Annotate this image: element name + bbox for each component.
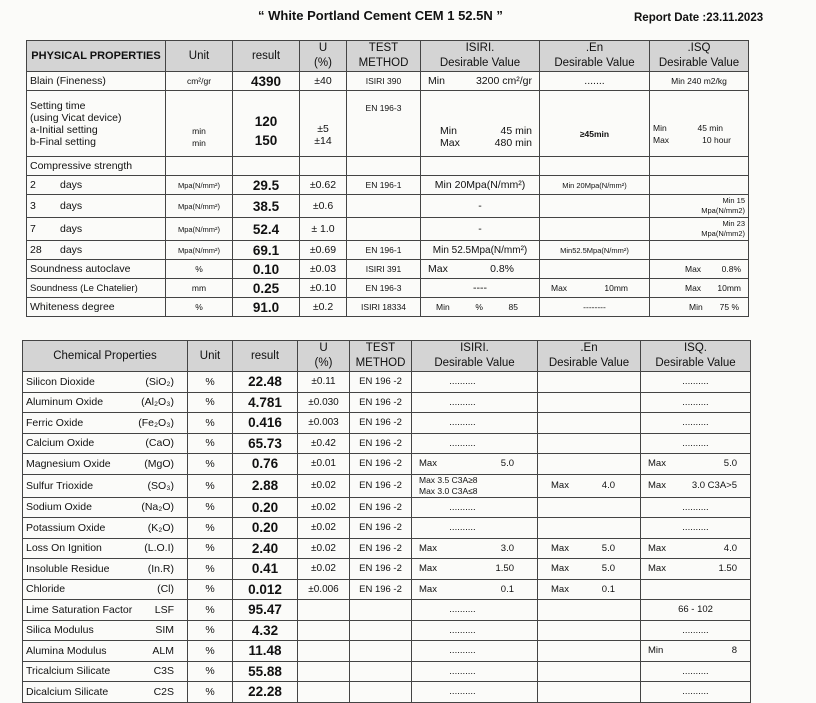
chemical-rows (23, 372, 751, 703)
method-cell: EN 196 -2 (350, 538, 412, 559)
property-name: Chloride (Cl) (23, 579, 188, 600)
iso-cell: Min 240 m2/kg (650, 72, 749, 91)
iso-cell: Max 10mm (650, 279, 749, 298)
unit-cell: % (188, 559, 233, 580)
en-cell: Max 0.1 (538, 579, 641, 600)
isiri-cell: .......... (412, 392, 538, 413)
method-cell: EN 196 -2 (350, 413, 412, 434)
result-cell: 22.28 (233, 682, 298, 703)
result-cell: 29.5 (233, 176, 300, 195)
uncertainty-cell: ±0.69 (300, 241, 347, 260)
en-cell: Max 4.0 (538, 474, 641, 497)
uncertainty-cell: ±0.10 (300, 279, 347, 298)
method-cell: EN 196 -2 (350, 497, 412, 518)
method-cell: EN 196 -2 (350, 454, 412, 475)
property-name: Alumina Modulus ALM (23, 641, 188, 662)
isiri-cell: .......... (412, 518, 538, 539)
en-cell (538, 413, 641, 434)
iso-cell: .......... (641, 661, 751, 682)
property-name: Tricalcium Silicate C3S (23, 661, 188, 682)
result-cell: 0.76 (233, 454, 298, 475)
chemical-formula: (Al₂O₃) (141, 396, 174, 409)
iso-cell: .......... (641, 682, 751, 703)
table-row (23, 620, 751, 641)
en-cell (538, 600, 641, 621)
table-row (23, 413, 751, 434)
table-row (23, 433, 751, 454)
table-row (27, 298, 749, 317)
method-cell (350, 600, 412, 621)
method-cell: EN 196-3 (347, 91, 421, 157)
col-header-en: .En Desirable Value (538, 341, 641, 372)
table-row (23, 538, 751, 559)
en-cell (538, 372, 641, 393)
method-cell: EN 196 -2 (350, 559, 412, 580)
method-cell (350, 620, 412, 641)
iso-cell (641, 579, 751, 600)
result-cell: 4.32 (233, 620, 298, 641)
col-header-unit: Unit (188, 341, 233, 372)
table-row (23, 372, 751, 393)
method-cell: EN 196-3 (347, 279, 421, 298)
isiri-cell: Min 52.5Mpa(N/mm²) (421, 241, 540, 260)
result-cell: 4.781 (233, 392, 298, 413)
unit-cell: % (188, 600, 233, 621)
chemical-formula: (SiO₂) (145, 375, 174, 388)
method-cell (347, 195, 421, 218)
chemical-formula: (CaO) (145, 437, 174, 450)
unit-cell: % (188, 474, 233, 497)
uncertainty-cell: ±0.01 (298, 454, 350, 475)
en-cell: Max 5.0 (538, 559, 641, 580)
iso-cell: Min 75 % (650, 298, 749, 317)
chemical-formula: (Na₂O) (141, 501, 174, 514)
report-date: Report Date :23.11.2023 (634, 12, 764, 24)
isiri-cell: .......... (412, 600, 538, 621)
method-cell (347, 218, 421, 241)
table-row (27, 176, 749, 195)
table-row (27, 91, 749, 157)
method-cell: EN 196 -2 (350, 392, 412, 413)
table-row (23, 454, 751, 475)
table-row (27, 72, 749, 91)
isiri-cell: .......... (412, 497, 538, 518)
col-header-test-method: TEST METHOD (347, 41, 421, 72)
en-cell: ....... (540, 72, 650, 91)
physical-properties-table (26, 40, 749, 317)
table-row (23, 682, 751, 703)
en-cell: Min 20Mpa(N/mm²) (540, 176, 650, 195)
method-cell (350, 682, 412, 703)
method-cell: EN 196-1 (347, 241, 421, 260)
property-name: Silica Modulus SIM (23, 620, 188, 641)
iso-cell: Max 1.50 (641, 559, 751, 580)
table-row (27, 241, 749, 260)
uncertainty-cell: ± 1.0 (300, 218, 347, 241)
iso-cell: .......... (641, 413, 751, 434)
uncertainty-cell: ±0.02 (298, 559, 350, 580)
property-name: Ferric Oxide (Fe₂O₃) (23, 413, 188, 434)
uncertainty-cell: ±0.03 (300, 260, 347, 279)
table-row (23, 579, 751, 600)
unit-cell: % (188, 454, 233, 475)
uncertainty-cell: ±5 ±14 (300, 91, 347, 157)
iso-cell: .......... (641, 372, 751, 393)
uncertainty-cell: ±0.6 (300, 195, 347, 218)
unit-cell: % (166, 298, 233, 317)
isiri-cell: .......... (412, 620, 538, 641)
unit-cell: % (188, 620, 233, 641)
property-name: Blain (Fineness) (27, 72, 166, 91)
unit-cell: % (188, 579, 233, 600)
iso-cell: Max 0.8% (650, 260, 749, 279)
iso-cell: Max 5.0 (641, 454, 751, 475)
unit-cell: Mpa(N/mm²) (166, 218, 233, 241)
iso-cell: .......... (641, 518, 751, 539)
uncertainty-cell (298, 620, 350, 641)
chemical-formula: C3S (153, 665, 174, 678)
property-name: Sulfur Trioxide (SO₃) (23, 474, 188, 497)
method-cell: EN 196 -2 (350, 372, 412, 393)
isiri-cell: .......... (412, 433, 538, 454)
result-cell: 0.416 (233, 413, 298, 434)
result-cell: 69.1 (233, 241, 300, 260)
iso-cell: 66 - 102 (641, 600, 751, 621)
iso-cell: Max 4.0 (641, 538, 751, 559)
col-header-unit: Unit (166, 41, 233, 72)
en-cell (540, 260, 650, 279)
en-cell (538, 682, 641, 703)
method-cell: EN 196 -2 (350, 518, 412, 539)
uncertainty-cell: ±0.003 (298, 413, 350, 434)
method-cell: EN 196 -2 (350, 433, 412, 454)
en-cell: Min52.5Mpa(N/mm²) (540, 241, 650, 260)
isiri-cell: Max 5.0 (412, 454, 538, 475)
chemical-properties-table (22, 340, 751, 703)
iso-cell: .......... (641, 433, 751, 454)
result-cell: 55.88 (233, 661, 298, 682)
property-name: Dicalcium Silicate C2S (23, 682, 188, 703)
method-cell: EN 196 -2 (350, 474, 412, 497)
iso-cell: .......... (641, 392, 751, 413)
result-cell: 0.012 (233, 579, 298, 600)
uncertainty-cell: ±0.62 (300, 176, 347, 195)
iso-cell: .......... (641, 620, 751, 641)
result-cell: 52.4 (233, 218, 300, 241)
result-cell: 0.20 (233, 497, 298, 518)
uncertainty-cell: ±0.42 (298, 433, 350, 454)
en-cell (538, 661, 641, 682)
en-cell: Max 10mm (540, 279, 650, 298)
en-cell (540, 218, 650, 241)
table-row (27, 218, 749, 241)
table-row (23, 600, 751, 621)
result-cell: 0.41 (233, 559, 298, 580)
method-cell (350, 641, 412, 662)
uncertainty-cell: ±0.02 (298, 538, 350, 559)
unit-cell: Mpa(N/mm²) (166, 195, 233, 218)
isiri-cell: Min 45 min Max 480 min (421, 91, 540, 157)
en-cell: ≥45min (540, 91, 650, 157)
uncertainty-cell: ±0.02 (298, 497, 350, 518)
result-cell: 0.20 (233, 518, 298, 539)
property-name: Aluminum Oxide (Al₂O₃) (23, 392, 188, 413)
unit-cell: % (188, 538, 233, 559)
uncertainty-cell (298, 600, 350, 621)
isiri-cell: - (421, 218, 540, 241)
iso-cell: .......... (641, 497, 751, 518)
table-row (23, 392, 751, 413)
isiri-cell: Max 0.1 (412, 579, 538, 600)
property-name: 2 days (27, 176, 166, 195)
table-row (23, 497, 751, 518)
table-header-row (27, 41, 749, 72)
en-cell (540, 195, 650, 218)
col-header-u: U (%) (298, 341, 350, 372)
unit-cell: cm²/gr (166, 72, 233, 91)
uncertainty-cell: ±0.11 (298, 372, 350, 393)
result-cell: 0.10 (233, 260, 300, 279)
uncertainty-cell: ±40 (300, 72, 347, 91)
iso-cell: Max 3.0 C3A>5 (641, 474, 751, 497)
result-cell: 0.25 (233, 279, 300, 298)
result-cell: 38.5 (233, 195, 300, 218)
chemical-formula: (In.R) (147, 562, 174, 575)
uncertainty-cell (298, 641, 350, 662)
isiri-cell: ---- (421, 279, 540, 298)
method-cell: ISIRI 391 (347, 260, 421, 279)
property-name: Potassium Oxide (K₂O) (23, 518, 188, 539)
unit-cell: % (188, 433, 233, 454)
en-cell: Max 5.0 (538, 538, 641, 559)
chemical-formula: (K₂O) (147, 521, 174, 534)
property-name: Magnesium Oxide (MgO) (23, 454, 188, 475)
table-row (23, 559, 751, 580)
property-name: Compressive strength (27, 157, 166, 176)
property-name: Insoluble Residue (In.R) (23, 559, 188, 580)
uncertainty-cell: ±0.006 (298, 579, 350, 600)
col-header-isiri: ISIRI. Desirable Value (421, 41, 540, 72)
property-name: Calcium Oxide (CaO) (23, 433, 188, 454)
table-row (23, 474, 751, 497)
iso-cell: Min 23 Mpa(N/mm2) (650, 218, 749, 241)
col-header-iso: .ISQ Desirable Value (650, 41, 749, 72)
unit-cell: Mpa(N/mm²) (166, 176, 233, 195)
unit-cell: % (188, 641, 233, 662)
uncertainty-cell: ±0.030 (298, 392, 350, 413)
col-header-property: PHYSICAL PROPERTIES (27, 41, 166, 72)
chemical-formula: C2S (153, 685, 174, 698)
en-cell: -------- (540, 298, 650, 317)
unit-cell: % (188, 497, 233, 518)
table-row (27, 279, 749, 298)
table-header-row (23, 341, 751, 372)
isiri-cell: .......... (412, 682, 538, 703)
method-cell (350, 661, 412, 682)
col-header-iso: ISQ. Desirable Value (641, 341, 751, 372)
en-cell (538, 518, 641, 539)
chemical-formula: (Cl) (157, 583, 174, 596)
unit-cell: % (166, 260, 233, 279)
document-title: “ White Portland Cement CEM 1 52.5N ” (258, 8, 503, 23)
en-cell (538, 620, 641, 641)
en-cell (538, 433, 641, 454)
uncertainty-cell: ±0.02 (298, 518, 350, 539)
isiri-cell: .......... (412, 641, 538, 662)
col-header-en: .En Desirable Value (540, 41, 650, 72)
chemical-formula: (Fe₂O₃) (138, 416, 174, 429)
chemical-formula: ALM (152, 644, 174, 657)
col-header-test-method: TEST METHOD (350, 341, 412, 372)
table-row (27, 260, 749, 279)
col-header-property: Chemical Properties (23, 341, 188, 372)
unit-cell: % (188, 392, 233, 413)
chemical-formula: (MgO) (144, 457, 174, 470)
property-name: Whiteness degree (27, 298, 166, 317)
result-cell: 65.73 (233, 433, 298, 454)
result-cell: 91.0 (233, 298, 300, 317)
uncertainty-cell (298, 661, 350, 682)
result-cell: 2.88 (233, 474, 298, 497)
isiri-cell: Min 20Mpa(N/mm²) (421, 176, 540, 195)
uncertainty-cell (298, 682, 350, 703)
iso-cell (650, 241, 749, 260)
isiri-cell: Min % 85 (421, 298, 540, 317)
isiri-cell: Max 3.5 C3A≥8 Max 3.0 C3A≤8 (412, 474, 538, 497)
isiri-cell: Max 1.50 (412, 559, 538, 580)
property-name: Soundness (Le Chatelier) (27, 279, 166, 298)
property-name: Sodium Oxide (Na₂O) (23, 497, 188, 518)
table-row (27, 157, 749, 176)
property-name: 7 days (27, 218, 166, 241)
iso-cell: Min 15 Mpa(N/mm2) (650, 195, 749, 218)
uncertainty-cell: ±0.02 (298, 474, 350, 497)
uncertainty-cell: ±0.2 (300, 298, 347, 317)
isiri-cell: .......... (412, 413, 538, 434)
property-name: Silicon Dioxide (SiO₂) (23, 372, 188, 393)
unit-cell: % (188, 661, 233, 682)
isiri-cell: Max 0.8% (421, 260, 540, 279)
unit-cell: % (188, 682, 233, 703)
unit-cell: % (188, 413, 233, 434)
result-cell: 120 150 (233, 91, 300, 157)
table-row (23, 641, 751, 662)
isiri-cell: Min 3200 cm²/gr (421, 72, 540, 91)
method-cell: ISIRI 18334 (347, 298, 421, 317)
chemical-formula: LSF (154, 603, 174, 616)
iso-cell (650, 176, 749, 195)
iso-cell: Min 8 (641, 641, 751, 662)
unit-cell: mm (166, 279, 233, 298)
col-header-u: U (%) (300, 41, 347, 72)
method-cell: ISIRI 390 (347, 72, 421, 91)
property-name: Soundness autoclave (27, 260, 166, 279)
unit-cell: Mpa(N/mm²) (166, 241, 233, 260)
chemical-formula: (SO₃) (147, 479, 174, 492)
en-cell (538, 641, 641, 662)
en-cell (538, 392, 641, 413)
unit-cell: % (188, 372, 233, 393)
isiri-cell: Max 3.0 (412, 538, 538, 559)
en-cell (538, 497, 641, 518)
iso-cell: Min 45 min Max 10 hour (650, 91, 749, 157)
isiri-cell: - (421, 195, 540, 218)
unit-cell: % (188, 518, 233, 539)
property-name: 28 days (27, 241, 166, 260)
property-name: Loss On Ignition (L.O.I) (23, 538, 188, 559)
col-header-isiri: ISIRI. Desirable Value (412, 341, 538, 372)
col-header-result: result (233, 41, 300, 72)
en-cell (538, 454, 641, 475)
isiri-cell: .......... (412, 372, 538, 393)
unit-cell: min min (166, 91, 233, 157)
table-row (23, 518, 751, 539)
chemical-formula: (L.O.I) (144, 542, 174, 555)
result-cell: 11.48 (233, 641, 298, 662)
result-cell: 2.40 (233, 538, 298, 559)
method-cell: EN 196-1 (347, 176, 421, 195)
result-cell: 4390 (233, 72, 300, 91)
table-row (23, 661, 751, 682)
method-cell: EN 196 -2 (350, 579, 412, 600)
result-cell: 95.47 (233, 600, 298, 621)
property-name: Lime Saturation Factor LSF (23, 600, 188, 621)
result-cell: 22.48 (233, 372, 298, 393)
col-header-result: result (233, 341, 298, 372)
isiri-cell: .......... (412, 661, 538, 682)
property-name: 3 days (27, 195, 166, 218)
chemical-formula: SIM (155, 624, 174, 637)
property-name: Setting time (using Vicat device) a-Initial setting b-Final setting (27, 91, 166, 157)
table-row (27, 195, 749, 218)
